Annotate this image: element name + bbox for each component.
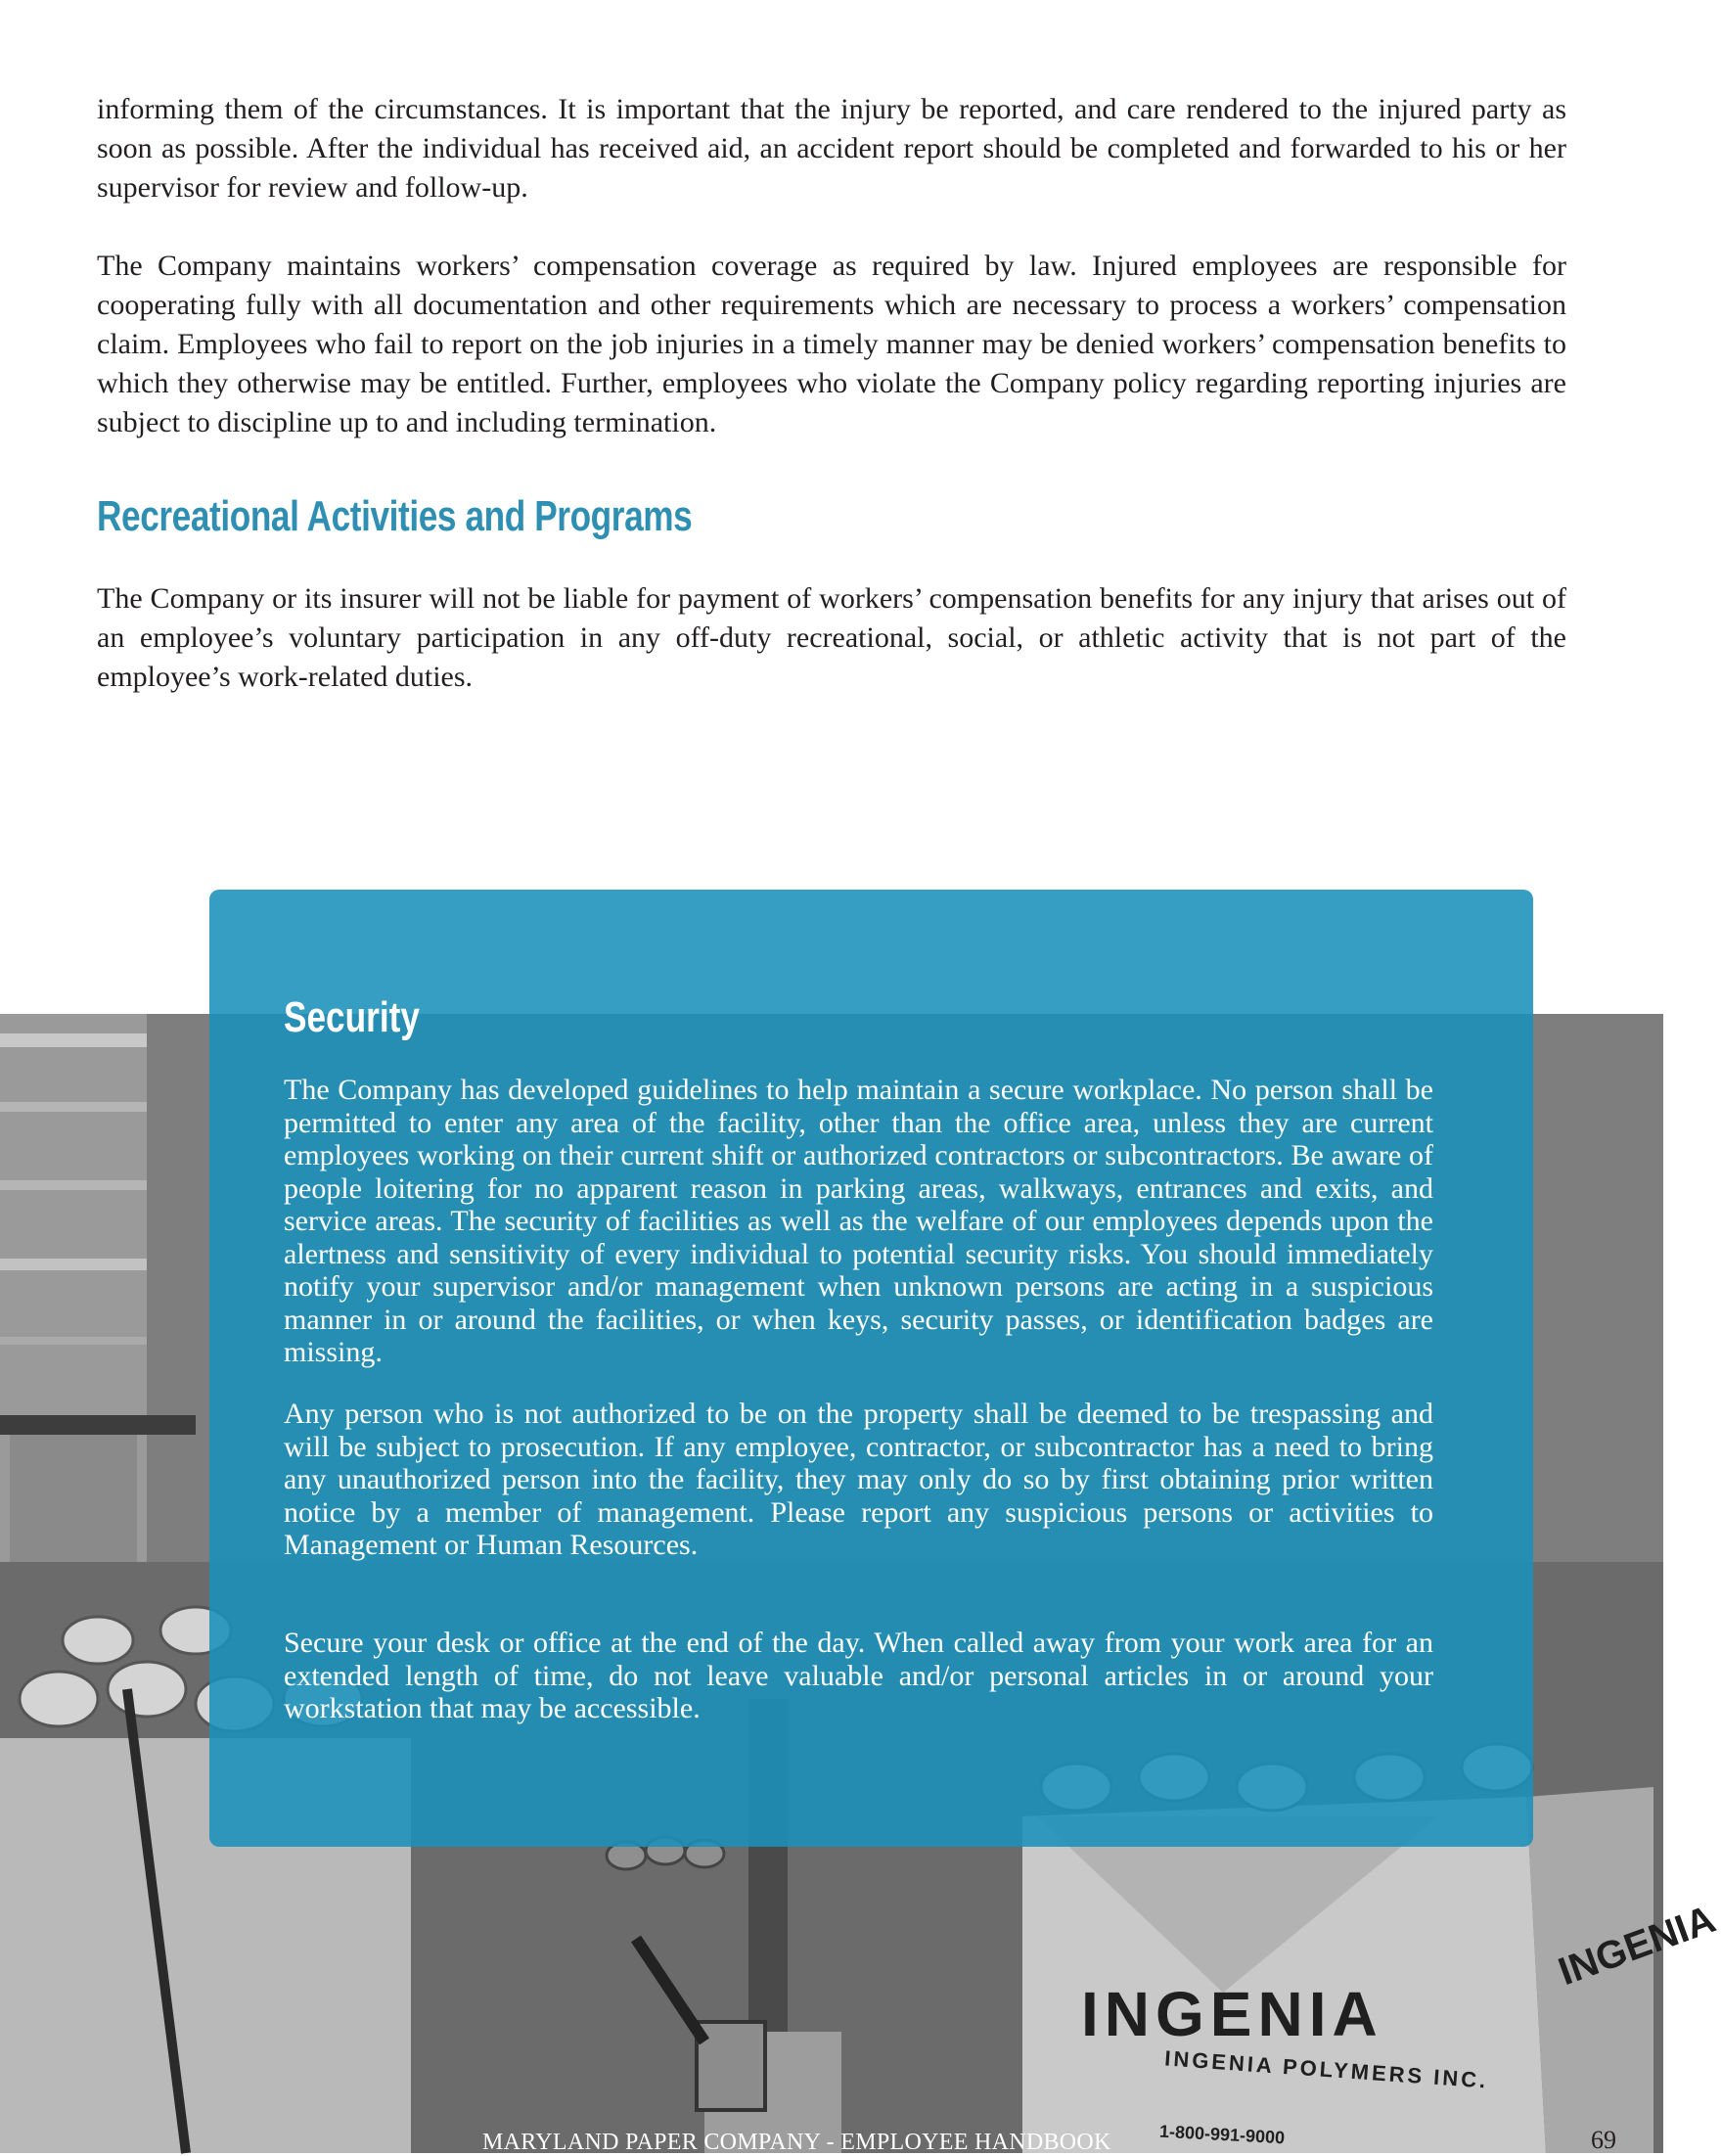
box-brand-text: INGENIA [1081,1979,1383,2049]
box-brand-logo [1081,1978,1383,2050]
paragraph-secure-workstation: Secure your desk or office at the end of the day. When called away from your work area for an extended length of time, do not leave valuable and/or personal articles in or around your workstation that may be accessible. [284,1627,1433,1724]
box-side-brand: INGENIA [1553,1897,1721,1995]
paragraph-recreational-activities: The Company or its insurer will not be liable for payment of workers’ compensation benefits for any injury that arises out of an employee’s voluntary participation in any off-duty recreational, social, or athletic activity that is not part of the employee’s work-related duties. [97,582,1566,693]
paragraph-workers-compensation: The Company maintains workers’ compensation coverage as required by law. Injured employees are responsible for cooperating fully with all documentation and other requirements which are necessary to process a workers’ compensation claim. Employees who fail to report on the job injuries in a timely manner may be denied workers’ compensation benefits to which they otherwise may be entitled. Further, employees who violate the Company policy regarding reporting injuries are subject to discipline up to and including termination. [97,250,1566,438]
paragraph-unauthorized-persons: Any person who is not authorized to be on the property shall be deemed to be trespassing and will be subject to prosecution. If any employee, contractor, or subcontractor has a need to bring any unauthorized person into the facility, they may only do so by first obtaining prior written notice by a member of management. Please report any suspicious persons or activities to Management or Human Resources. [284,1398,1433,1561]
footer-handbook-title: MARYLAND PAPER COMPANY - EMPLOYEE HANDBOOK [482,2130,1111,2155]
paragraph-security-guidelines: The Company has developed guidelines to help maintain a secure workplace. No person shall be permitted to enter any area of the facility, other than the office area, unless they are current employees working on their current shift or authorized contractors or subcontractors. Be aware of people loitering for no apparent reason in parking areas, walkways, entrances and exits, and service areas. The security of facilities as well as the welfare of our employees depends upon the alertness and sensitivity of every individual to potential security risks. You should immediately notify your supervisor and/or management when unknown persons are acting in a suspicious manner in or around the facilities, or when keys, security passes, or identification badges are missing. [284,1074,1433,1368]
heading-security: Security [284,993,420,1041]
heading-recreational-activities: Recreational Activities and Programs [97,492,693,540]
box-phone-number: 1-800-991-9000 [1158,2121,1286,2148]
paragraph-injury-reporting: informing them of the circumstances. It is important that the injury be reported, and care rendered to the injured party as soon as possible. After the individual has received aid, an accident report should be completed and forwarded to his or her supervisor for review and follow-up. [97,93,1566,204]
page-number: 69 [1591,2126,1616,2154]
box-brand-subtitle: INGENIA POLYMERS INC. [1163,2045,1490,2093]
